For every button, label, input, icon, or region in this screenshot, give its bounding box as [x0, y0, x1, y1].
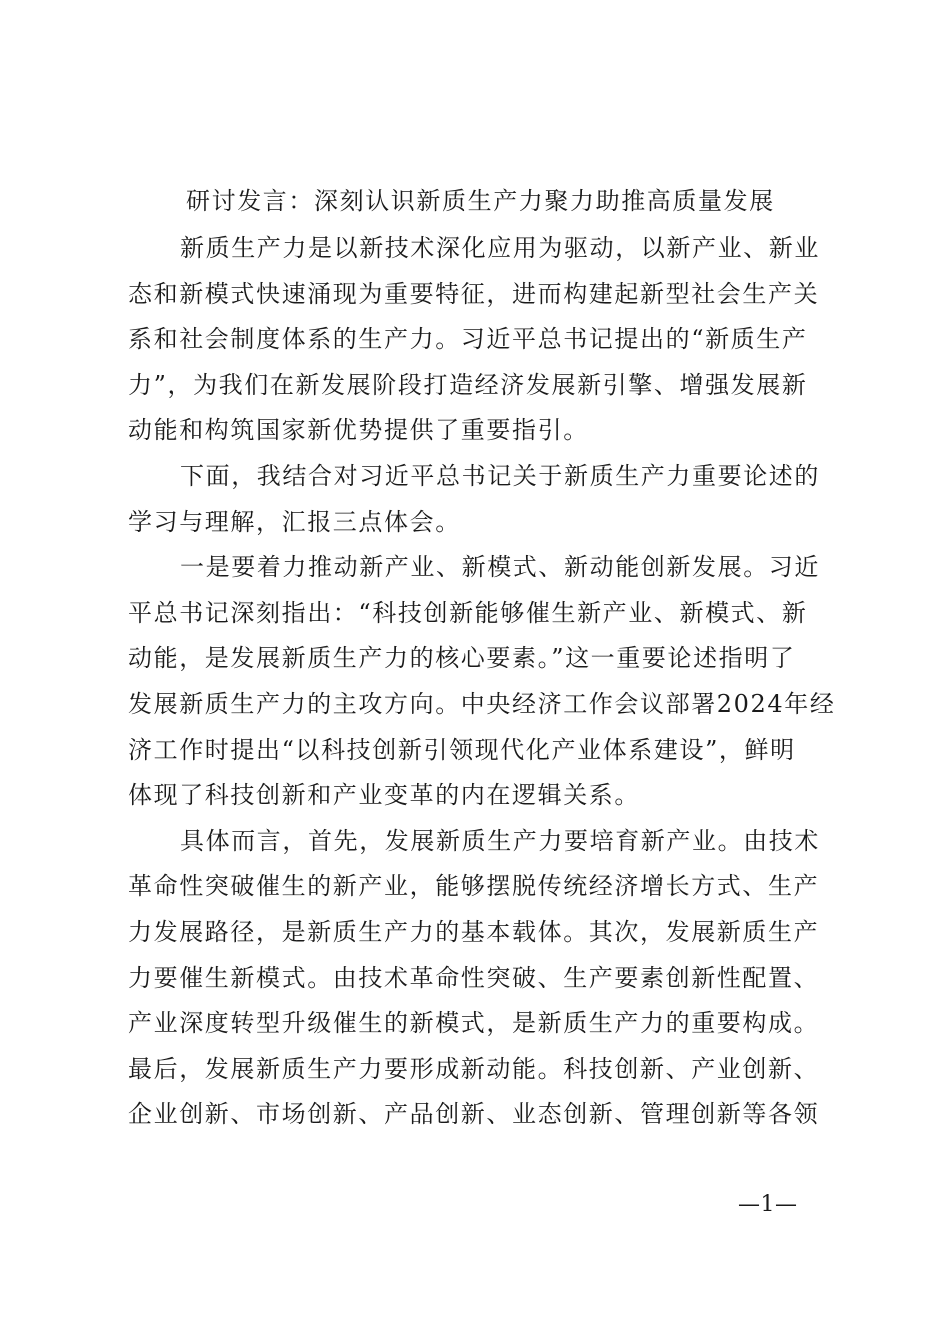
text-line: 具体而言，首先，发展新质生产力要培育新产业。由技术	[180, 826, 820, 855]
text-line: 学习与理解，汇报三点体会。	[128, 507, 461, 536]
text-line: 济工作时提出“以科技创新引领现代化产业体系建设”，鲜明	[128, 735, 796, 764]
text-line: 力发展路径，是新质生产力的基本载体。其次，发展新质生产	[128, 917, 820, 946]
text-line: 革命性突破催生的新产业，能够摆脱传统经济增长方式、生产	[128, 872, 820, 901]
text-line: 产业深度转型升级催生的新模式，是新质生产力的重要构成。	[128, 1009, 820, 1038]
text-line: 力要催生新模式。由技术革命性突破、生产要素创新性配置、	[128, 963, 820, 992]
paragraph	[128, 545, 836, 819]
text-line: 态和新模式快速涌现为重要特征，进而构建起新型社会生产关	[128, 279, 820, 308]
text-line: 发展新质生产力的主攻方向。中央经济工作会议部署2024年经	[128, 689, 836, 718]
text-line: 下面，我结合对习近平总书记关于新质生产力重要论述的	[180, 461, 820, 490]
text-line: 平总书记深刻指出：“科技创新能够催生新产业、新模式、新	[128, 598, 808, 627]
text-line: 新质生产力是以新技术深化应用为驱动，以新产业、新业	[180, 234, 820, 262]
paragraph	[128, 226, 822, 454]
document-title: 研讨发言：深刻认识新质生产力聚力助推高质量发展	[186, 187, 775, 215]
text-line: 动能，是发展新质生产力的核心要素。”这一重要论述指明了	[128, 644, 796, 673]
page-number: —1—	[738, 1192, 798, 1217]
paragraph	[128, 454, 822, 545]
document-body	[128, 226, 836, 1138]
text-line: 系和社会制度体系的生产力。习近平总书记提出的“新质生产	[128, 325, 808, 354]
text-line: 一是要着力推动新产业、新模式、新动能创新发展。习近	[180, 553, 820, 582]
text-line: 力”，为我们在新发展阶段打造经济发展新引擎、增强发展新	[128, 370, 808, 399]
text-line: 动能和构筑国家新优势提供了重要指引。	[128, 416, 589, 445]
text-line: 企业创新、市场创新、产品创新、业态创新、管理创新等各领	[128, 1100, 820, 1129]
text-line: 最后，发展新质生产力要形成新动能。科技创新、产业创新、	[128, 1054, 820, 1083]
paragraph	[128, 819, 822, 1138]
text-line: 体现了科技创新和产业变革的内在逻辑关系。	[128, 781, 640, 810]
